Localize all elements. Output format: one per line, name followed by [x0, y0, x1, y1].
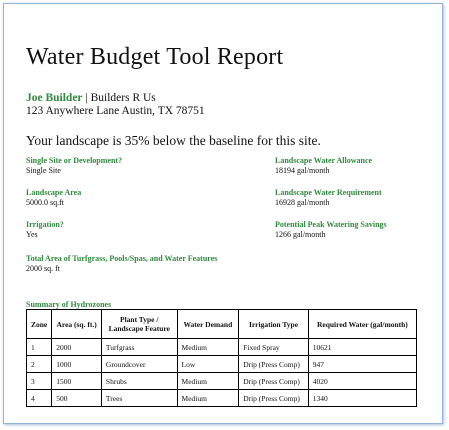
cell-plant-type: Trees: [101, 390, 177, 407]
report-title: Water Budget Tool Report: [26, 44, 284, 70]
column-header-required-water: Required Water (gal/month): [308, 310, 416, 339]
field-water-allowance: [275, 156, 372, 176]
field-value: 2000 sq. ft: [26, 264, 60, 273]
cell-required-water: 10621: [308, 339, 416, 356]
cell-plant-type: Groundcover: [101, 356, 177, 373]
field-total-area: [26, 254, 217, 274]
field-label: Landscape Water Allowance: [275, 156, 373, 165]
contact-separator: |: [85, 92, 88, 104]
column-header-irrigation-type: Irrigation Type: [239, 310, 309, 339]
hydrozones-table: [26, 309, 417, 407]
cell-water-demand: Medium: [177, 339, 239, 356]
cell-water-demand: Medium: [177, 390, 239, 407]
cell-required-water: 1340: [308, 390, 416, 407]
cell-area: 500: [52, 390, 102, 407]
table-row: [27, 339, 417, 356]
field-value: Single Site: [26, 166, 61, 175]
contact-address: 123 Anywhere Lane Austin, TX 78751: [26, 105, 205, 117]
field-value: 18194 gal/month: [275, 166, 330, 175]
field-label: Landscape Area: [26, 188, 82, 197]
table-row: [27, 390, 417, 407]
table-row: [27, 356, 417, 373]
field-landscape-area: [26, 188, 81, 208]
cell-required-water: 947: [308, 356, 416, 373]
cell-zone: 4: [27, 390, 52, 407]
cell-water-demand: Medium: [177, 373, 239, 390]
field-irrigation: [26, 220, 64, 240]
field-value: 16928 gal/month: [275, 198, 330, 207]
cell-irrigation-type: Drip (Press Comp): [239, 390, 309, 407]
cell-zone: 1: [27, 339, 52, 356]
hydrozones-heading: Summary of Hydrozones: [26, 300, 112, 309]
column-header-zone: Zone: [27, 310, 52, 339]
cell-area: 2000: [52, 339, 102, 356]
cell-zone: 2: [27, 356, 52, 373]
cell-plant-type: Turfgrass: [101, 339, 177, 356]
field-label: Landscape Water Requirement: [275, 188, 382, 197]
cell-irrigation-type: Drip (Press Comp): [239, 356, 309, 373]
cell-area: 1500: [52, 373, 102, 390]
cell-zone: 3: [27, 373, 52, 390]
cell-required-water: 4020: [308, 373, 416, 390]
field-label: Total Area of Turfgrass, Pools/Spas, and Water Features: [26, 254, 218, 263]
table-row: [27, 373, 417, 390]
field-water-requirement: [275, 188, 382, 208]
field-value: 1266 gal/month: [275, 230, 326, 239]
field-site-type: [26, 156, 122, 176]
cell-area: 1000: [52, 356, 102, 373]
baseline-summary: Your landscape is 35% below the baseline for this site.: [26, 133, 321, 148]
field-label: Potential Peak Watering Savings: [275, 220, 387, 229]
field-value: Yes: [26, 230, 38, 239]
field-label: Single Site or Development?: [26, 156, 123, 165]
contact-company: Builders R Us: [90, 92, 156, 104]
cell-irrigation-type: Fixed Spray: [239, 339, 309, 356]
report-page: [3, 3, 443, 424]
contact-line: [26, 92, 205, 105]
table-header-row: [27, 310, 417, 339]
field-value: 5000.0 sq.ft: [26, 198, 64, 207]
contact-block: [26, 92, 205, 118]
cell-irrigation-type: Drip (Press Comp): [239, 373, 309, 390]
cell-water-demand: Low: [177, 356, 239, 373]
cell-plant-type: Shrubs: [101, 373, 177, 390]
field-label: Irrigation?: [26, 220, 64, 229]
column-header-area: Area (sq. ft.): [52, 310, 102, 339]
column-header-plant-type: Plant Type / Landscape Feature: [101, 310, 177, 339]
contact-name: Joe Builder: [26, 92, 83, 104]
column-header-water-demand: Water Demand: [177, 310, 239, 339]
field-peak-savings: [275, 220, 387, 240]
